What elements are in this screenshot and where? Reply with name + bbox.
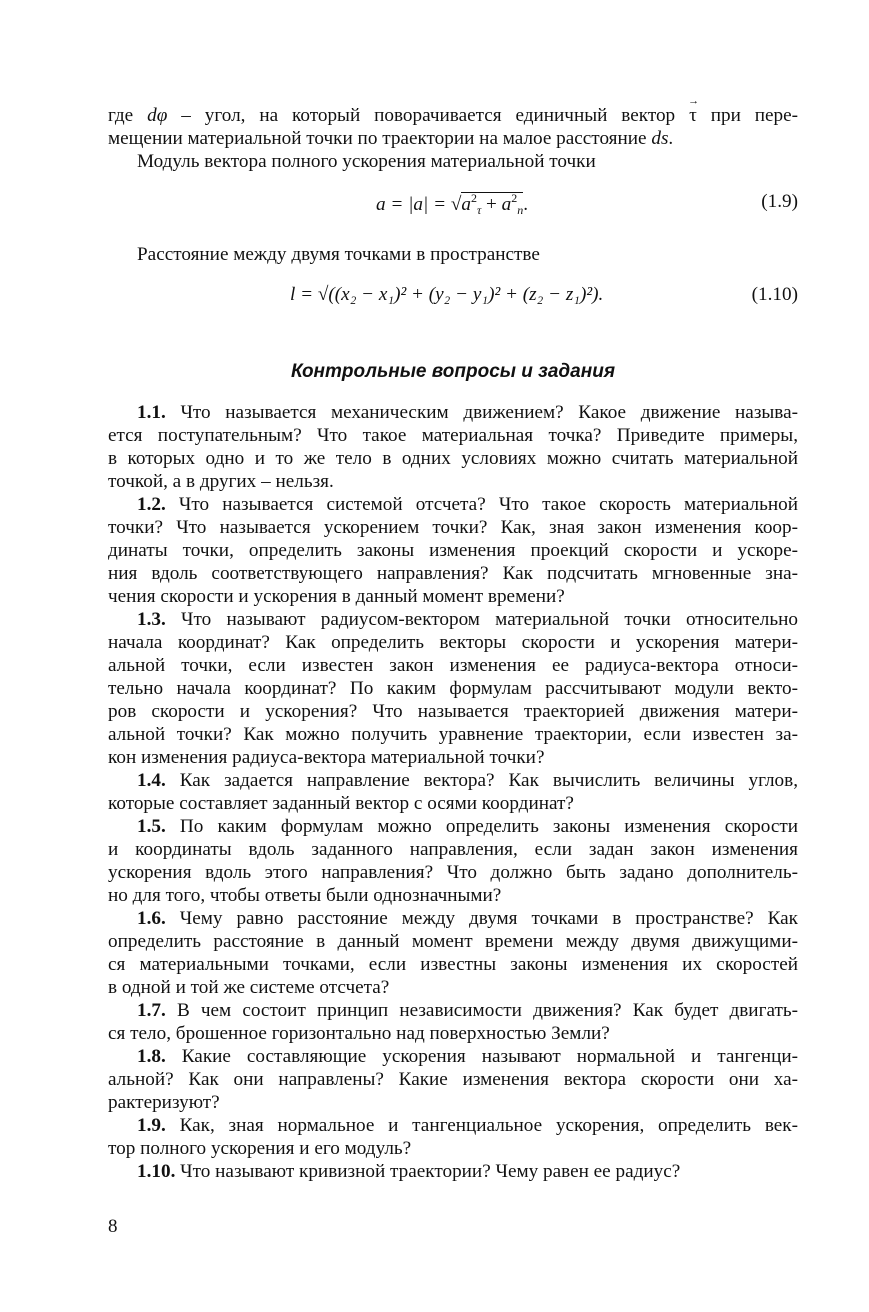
question-line (108, 516, 798, 539)
formula-1-10 (108, 266, 798, 324)
formula-1-10-number: (1.10) (751, 284, 798, 305)
question-number: 1.2. (137, 494, 166, 515)
question-text: Что называют кривизной траектории? Чему равен ее радиус? (180, 1161, 681, 1182)
question-line (108, 539, 798, 562)
question-line (108, 1137, 798, 1160)
question-text: ров скорости и ускорения? Что называется траекторией движения матери- (108, 701, 798, 722)
question-line (108, 976, 798, 999)
question-text: которые составляет заданный вектор с осями координат? (108, 793, 574, 814)
question-text: ускорения вдоль этого направления? Что должно быть задано дополнитель- (108, 862, 798, 883)
question-line (108, 723, 798, 746)
question-text: точкой, а в других – нельзя. (108, 471, 334, 492)
question-text: Чему равно расстояние между двумя точками в пространстве? Как (179, 908, 798, 929)
question-line (108, 1114, 798, 1137)
formula-1-10-expression: l = √((x₂ − x₁)² + (y₂ − y₁)² + (z₂ − z₁)²). (290, 284, 604, 305)
question-text: Какие составляющие ускорения называют нормальной и тангенци- (181, 1046, 798, 1067)
question-text: Как задается направление вектора? Как вычислить величины углов, (179, 770, 798, 791)
question-line (108, 815, 798, 838)
question-line (108, 585, 798, 608)
question-text: альной точки, если известен закон изменения ее радиуса-вектора относи- (108, 655, 798, 676)
question-line (108, 907, 798, 930)
question-line (108, 792, 798, 815)
questions-list (108, 401, 798, 1183)
question-text: в одной и той же системе отсчета? (108, 977, 390, 998)
question-text: Что называется механическим движением? Какое движение называ- (180, 402, 798, 423)
question-text: ся материальными точками, если известны законы изменения их скоростей (108, 954, 798, 975)
question-line (108, 1022, 798, 1045)
question-text: ния вдоль соответствующего направления? Как подсчитать мгновенные зна- (108, 563, 798, 584)
tau-vector-symbol: → τ (689, 104, 697, 127)
question-number: 1.4. (137, 770, 166, 791)
question-text: и координаты вдоль заданного направления, если задан закон изменения (108, 839, 798, 860)
question-text: но для того, чтобы ответы были однозначными? (108, 885, 502, 906)
distance-text: Расстояние между двумя точками в пространстве (137, 244, 540, 265)
question-line (108, 447, 798, 470)
question-text: Что называется системой отсчета? Что такое скорость материальной (178, 494, 798, 515)
question-number: 1.7. (137, 1000, 166, 1021)
question-number: 1.8. (137, 1046, 166, 1067)
question-line (108, 654, 798, 677)
question-text: чения скорости и ускорения в данный момент времени? (108, 586, 565, 607)
question-text: рактеризуют? (108, 1092, 220, 1113)
formula-1-9-expression: $a = |a| = √a^2_\tau + a^2_n$. (376, 191, 529, 217)
question-number: 1.9. (137, 1115, 166, 1136)
question-line (108, 884, 798, 907)
question-line (108, 999, 798, 1022)
question-line (108, 930, 798, 953)
question-text: точки? Что называется ускорением точки? Как, зная закон изменения коор- (108, 517, 798, 538)
question-number: 1.10. (137, 1161, 176, 1182)
question-text: По каким формулам можно определить законы изменения скорости (179, 816, 798, 837)
question-line (108, 677, 798, 700)
question-text: начала координат? Как определить векторы скорости и ускорения матери- (108, 632, 798, 653)
question-line (108, 401, 798, 424)
question-text: Как, зная нормальное и тангенциальное ускорения, определить век- (179, 1115, 799, 1136)
question-text: кон изменения радиуса-вектора материальной точки? (108, 747, 545, 768)
question-text: в которых одно и то же тело в одних условиях можно считать материальной (108, 448, 798, 469)
section-title: Контрольные вопросы и задания (290, 361, 616, 382)
question-line (108, 631, 798, 654)
question-number: 1.6. (137, 908, 166, 929)
intro-line-1: где dφ – угол, на который поворачивается единичный вектор → τ при пере- (108, 104, 798, 127)
question-line (108, 493, 798, 516)
question-line (108, 700, 798, 723)
question-text: ся тело, брошенное горизонтально над поверхностью Земли? (108, 1023, 610, 1044)
question-line (108, 1045, 798, 1068)
formula-1-9 (108, 173, 798, 235)
question-line (108, 424, 798, 447)
question-text: определить расстояние в данный момент времени между двумя движущими- (108, 931, 798, 952)
question-line (108, 562, 798, 585)
question-text: альной точки? Как можно получить уравнение траектории, если известен за- (108, 724, 798, 745)
question-number: 1.1. (137, 402, 166, 423)
question-text: альной? Как они направлены? Какие изменения вектора скорости они ха- (108, 1069, 798, 1090)
question-text: тор полного ускорения и его модуль? (108, 1138, 412, 1159)
intro-line-2: мещении материальной точки по траектории на малое расстояние ds. (108, 128, 674, 149)
question-line (108, 608, 798, 631)
intro-line-3: Модуль вектора полного ускорения материальной точки (137, 151, 596, 172)
question-line (108, 838, 798, 861)
question-line (108, 861, 798, 884)
question-line (108, 953, 798, 976)
page-content (108, 104, 798, 1183)
question-text: В чем состоит принцип независимости движения? Как будет двигать- (176, 1000, 798, 1021)
page-number: 8 (108, 1216, 118, 1237)
question-text: динаты точки, определить законы изменения проекций скорости и ускоре- (108, 540, 798, 561)
question-line (108, 746, 798, 769)
formula-1-9-number: (1.9) (761, 191, 798, 212)
question-line (108, 1160, 798, 1183)
question-text: Что называют радиусом-вектором материальной точки относительно (181, 609, 798, 630)
question-line (108, 769, 798, 792)
question-line (108, 1091, 798, 1114)
question-number: 1.3. (137, 609, 166, 630)
question-text: тельно начала координат? По каким формулам рассчитывают модули векто- (108, 678, 798, 699)
question-line (108, 1068, 798, 1091)
question-line (108, 470, 798, 493)
question-text: ется поступательным? Что такое материальная точка? Приведите примеры, (108, 425, 798, 446)
question-number: 1.5. (137, 816, 166, 837)
